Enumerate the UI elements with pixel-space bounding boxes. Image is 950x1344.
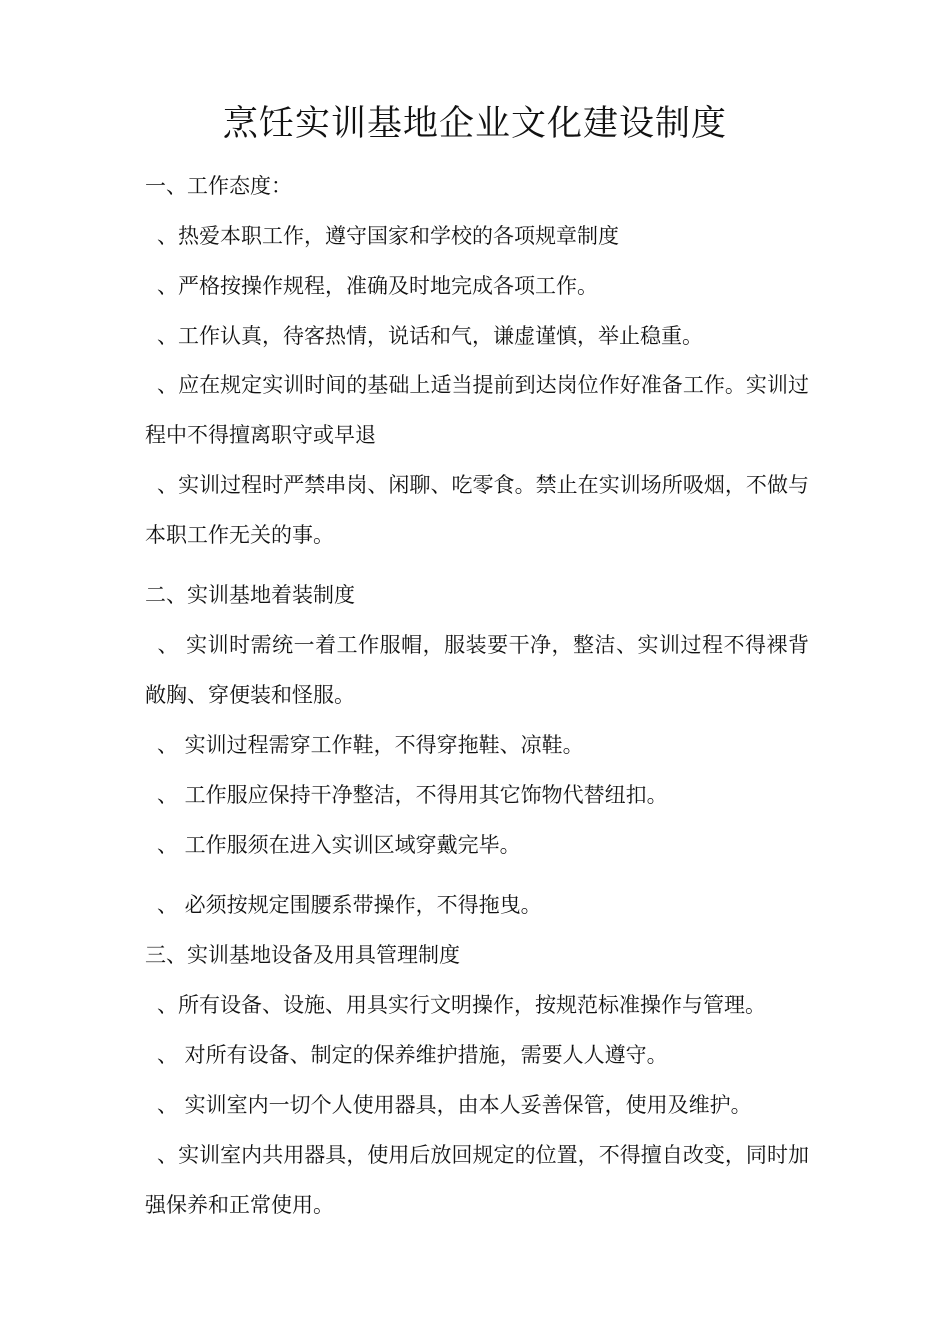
section-heading-2: 二、实训基地着装制度 [145,583,355,607]
list-item: 、 对所有设备、制定的保养维护措施，需要人人遵守。 [157,1043,668,1067]
list-item: 、热爱本职工作，遵守国家和学校的各项规章制度 [157,224,619,248]
section-heading-3: 三、实训基地设备及用具管理制度 [145,943,460,967]
list-item: 、 必须按规定围腰系带操作，不得拖曳。 [157,893,542,917]
list-item: 、实训室内共用器具，使用后放回规定的位置，不得擅自改变，同时加强保养和正常使用。 [145,1143,809,1217]
document-title: 烹饪实训基地企业文化建设制度 [222,104,727,144]
list-item: 、 工作服应保持干净整洁，不得用其它饰物代替纽扣。 [157,783,668,807]
list-item: 、 实训过程需穿工作鞋，不得穿拖鞋、凉鞋。 [157,733,584,757]
section-heading-1: 一、工作态度： [145,174,292,198]
list-item: 、工作认真，待客热情，说话和气，谦虚谨慎，举止稳重。 [157,324,703,348]
list-item: 、 实训时需统一着工作服帽，服装要干净，整洁、实训过程不得裸背敞胸、穿便装和怪服。 [145,633,809,707]
list-item: 、所有设备、设施、用具实行文明操作，按规范标准操作与管理。 [157,993,766,1017]
list-item: 、 工作服须在进入实训区域穿戴完毕。 [157,833,521,857]
list-item: 、实训过程时严禁串岗、闲聊、吃零食。禁止在实训场所吸烟，不做与本职工作无关的事。 [145,473,809,547]
list-item: 、 实训室内一切个人使用器具，由本人妥善保管，使用及维护。 [157,1093,752,1117]
list-item: 、严格按操作规程，准确及时地完成各项工作。 [157,274,598,298]
list-item: 、应在规定实训时间的基础上适当提前到达岗位作好准备工作。实训过程中不得擅离职守或早退 [145,373,809,447]
